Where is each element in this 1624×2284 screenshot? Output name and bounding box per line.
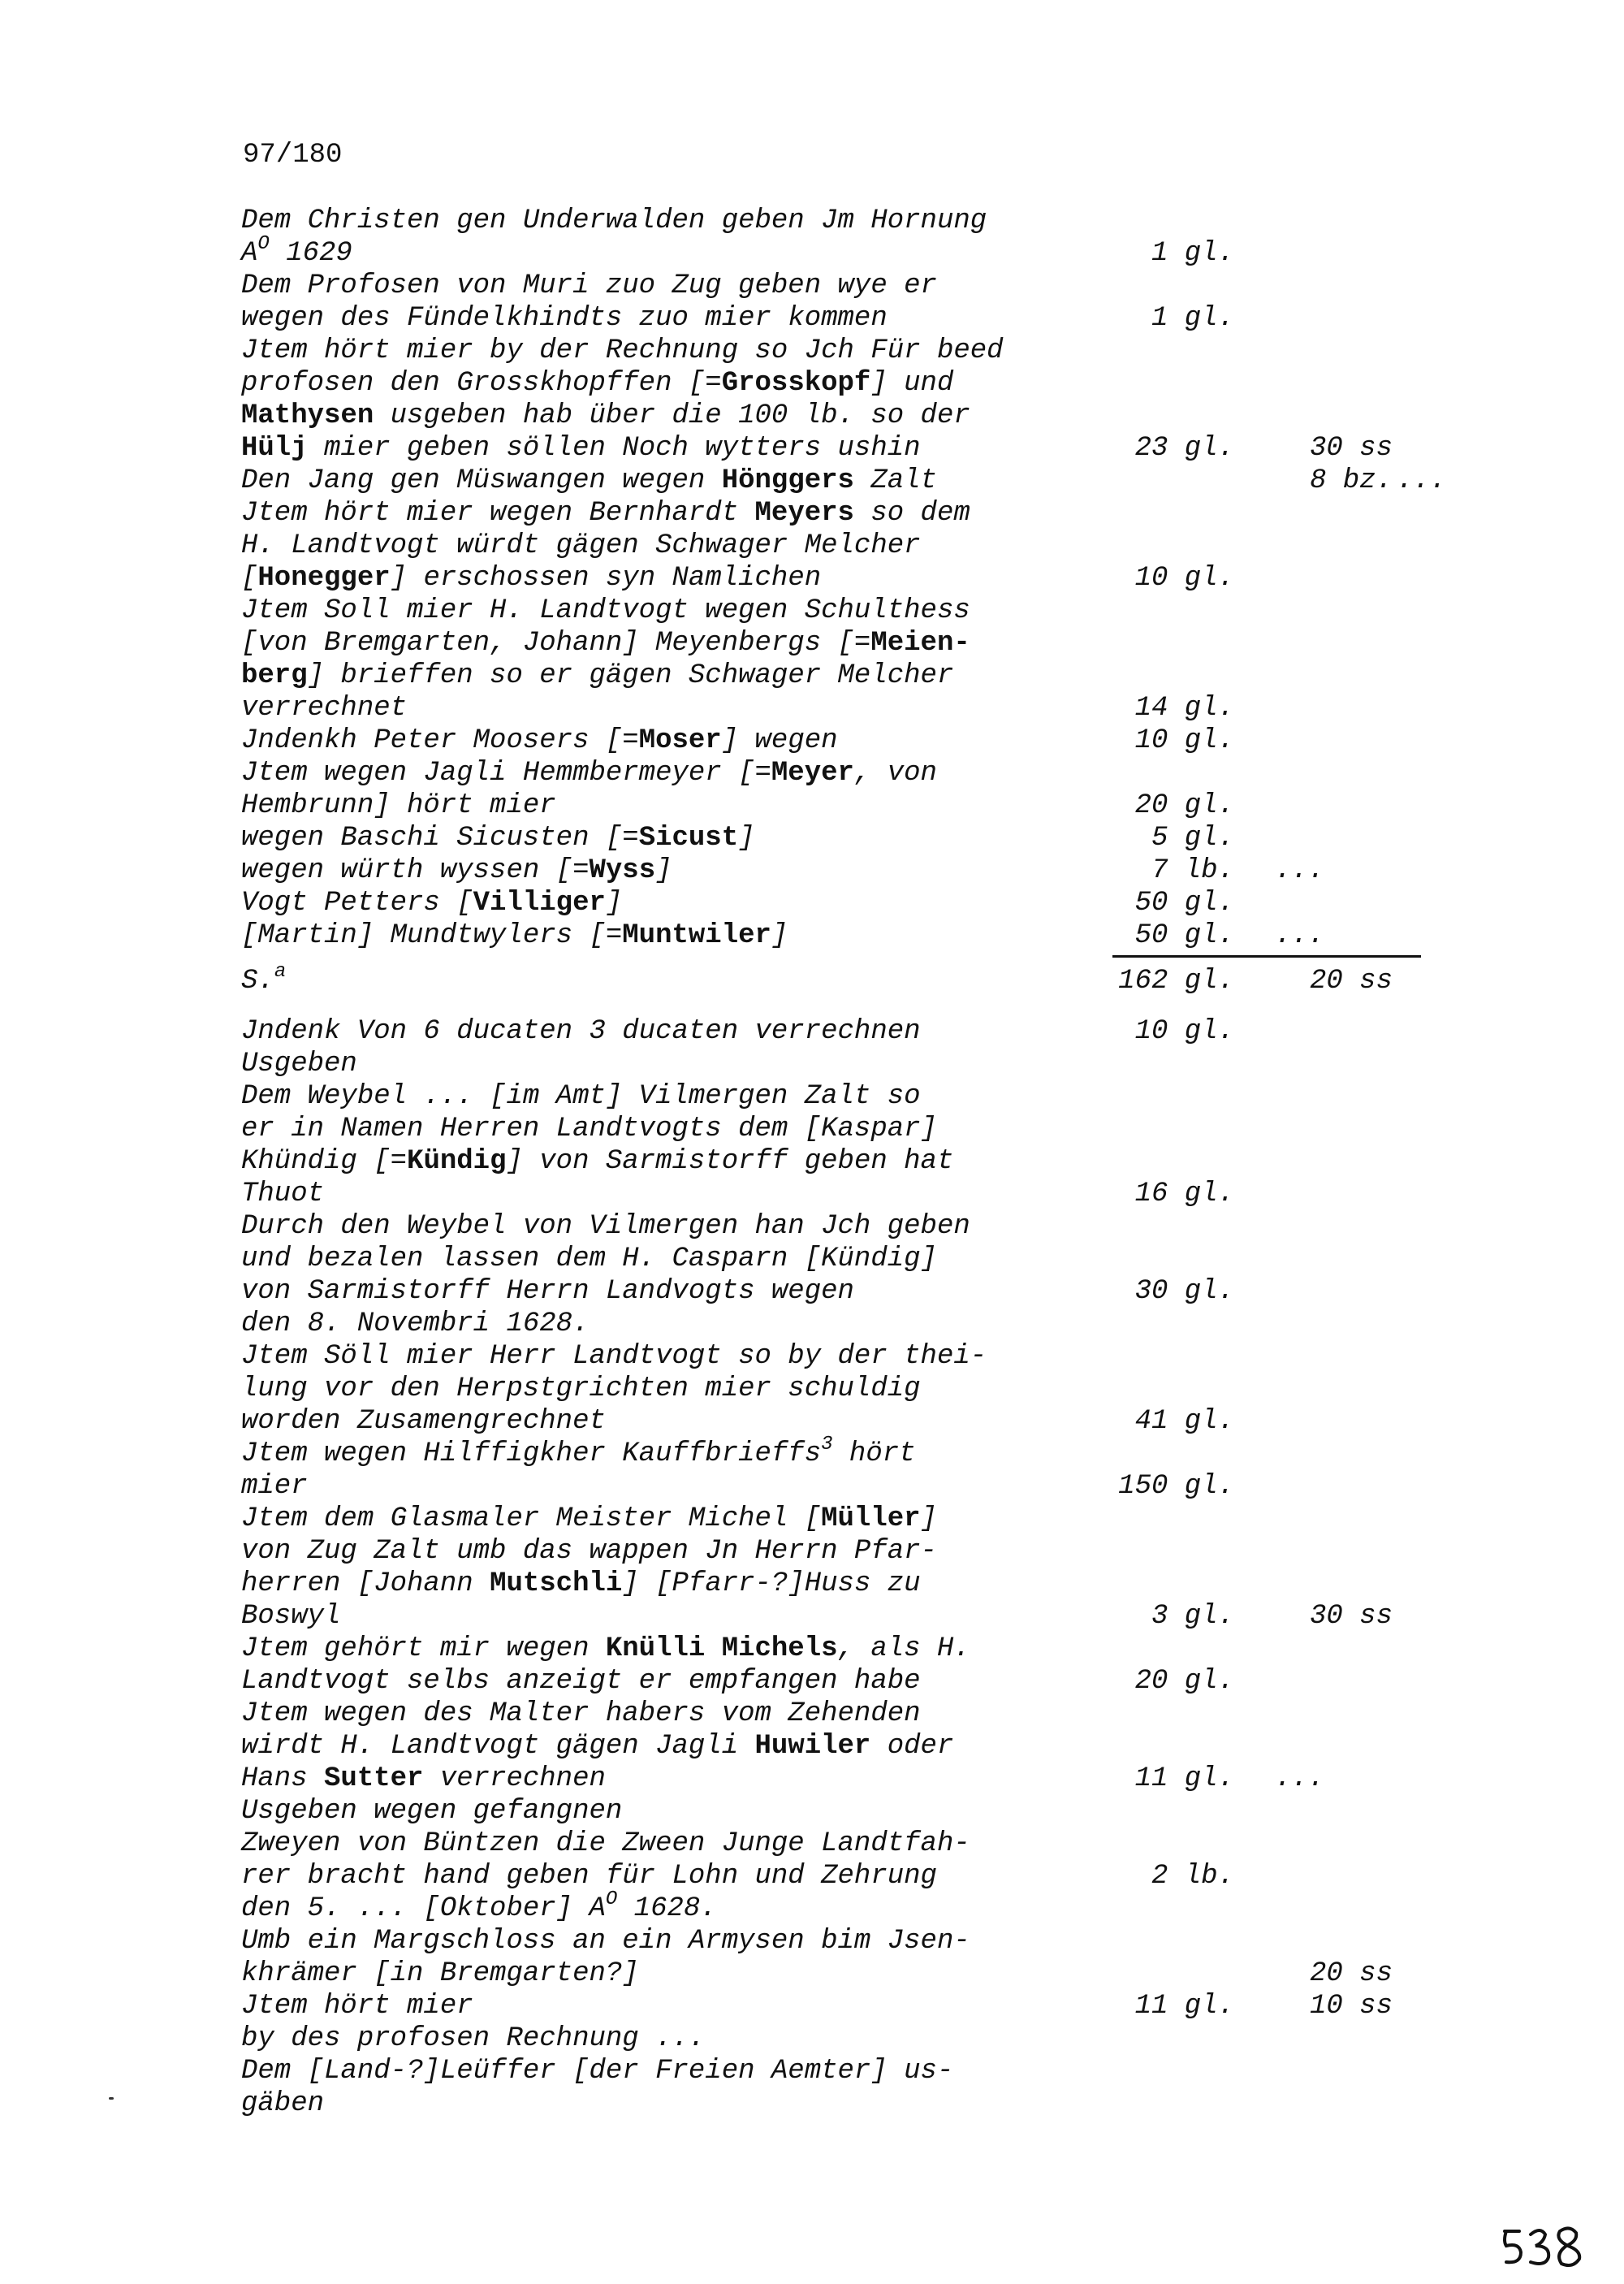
ledger-entry xyxy=(0,1113,1624,1145)
ledger-entry xyxy=(0,1340,1624,1373)
entry-text: Vogt Petters [Villiger] xyxy=(241,888,623,919)
ledger-entry xyxy=(0,1373,1624,1405)
amount-primary: 11 gl. xyxy=(1134,1991,1234,2022)
amount-primary: 150 gl. xyxy=(1118,1471,1234,1502)
amount-primary: 2 lb. xyxy=(1151,1861,1234,1892)
entry-text: Dem Profosen von Muri zuo Zug geben wye er xyxy=(241,270,937,301)
entry-text: Jtem wegen des Malter habers vom Zehenden xyxy=(241,1698,921,1729)
ledger-entry xyxy=(0,1145,1624,1178)
ledger-entry xyxy=(0,497,1624,530)
ledger-entry xyxy=(0,919,1624,952)
handwritten-page-number xyxy=(1498,2221,1587,2270)
entry-text: herren [Johann Mutschli] [Pfarr-?]Huss zu xyxy=(241,1568,921,1599)
amount-secondary: 10 ss xyxy=(1309,1991,1393,2022)
entry-text: Khündig [=Kündig] von Sarmistorff geben hat xyxy=(241,1146,954,1177)
ledger-entry xyxy=(0,1080,1624,1113)
sum-amount-secondary: 20 ss xyxy=(1309,966,1393,997)
ellipsis-marker: ... xyxy=(1275,920,1325,951)
entry-text: und bezalen lassen dem H. Casparn [Kündig] xyxy=(241,1244,937,1274)
ledger-entry xyxy=(0,562,1624,595)
ledger-entry xyxy=(0,2022,1624,2055)
entry-text: $A^O$ 1629 xyxy=(241,233,352,269)
emphasized-name: Honegger xyxy=(257,563,391,594)
emphasized-name: Müller xyxy=(821,1503,921,1534)
amount-primary: 16 gl. xyxy=(1134,1179,1234,1209)
amount-secondary: 30 ss xyxy=(1309,433,1393,464)
entry-text: Mathysen usgeben hab über die 100 lb. so der xyxy=(241,400,970,431)
entry-text: wegen des Fündelkhindts zuo mier kommen xyxy=(241,303,888,334)
entry-text: Jtem wegen Jagli Hemmbermeyer [=Meyer, von xyxy=(241,758,937,789)
ledger-entry xyxy=(0,1795,1624,1828)
ledger-entry xyxy=(0,692,1624,725)
ledger-entry xyxy=(0,367,1624,400)
entry-text: er in Namen Herren Landtvogts dem [Kaspar] xyxy=(241,1114,937,1144)
entry-text: Zweyen von Büntzen die Zween Junge Landtfah- xyxy=(241,1828,970,1859)
entry-text: Landtvogt selbs anzeigt er empfangen habe xyxy=(241,1666,921,1697)
ledger-entry xyxy=(0,1503,1624,1535)
ledger-entry xyxy=(0,1434,1624,1470)
ledger-entry xyxy=(0,2087,1624,2120)
ledger-entry xyxy=(0,822,1624,854)
ledger-entry xyxy=(0,1888,1624,1925)
amount-primary: 3 gl. xyxy=(1151,1601,1234,1632)
amount-primary: 20 gl. xyxy=(1134,1666,1234,1697)
sum-amount: 162 gl. xyxy=(1118,966,1234,997)
ledger-entry xyxy=(0,1925,1624,1957)
entry-text: lung vor den Herpstgrichten mier schuldig xyxy=(241,1373,921,1404)
footnote-mark: a xyxy=(274,961,287,983)
entry-text: verrechnet xyxy=(241,693,408,724)
ledger-entry xyxy=(0,1730,1624,1763)
ledger-entry xyxy=(0,1828,1624,1860)
amount-primary: 30 gl. xyxy=(1134,1276,1234,1307)
entry-text: den 5. ... [Oktober] $A^O$ 1628. xyxy=(241,1888,717,1924)
entry-text: worden Zusamengrechnet xyxy=(241,1406,606,1437)
ledger-entry xyxy=(0,302,1624,335)
entry-text: Jtem gehört mir wegen Knülli Michels, als H. xyxy=(241,1633,970,1664)
ledger-entry xyxy=(0,789,1624,822)
entry-text: Thuot xyxy=(241,1179,325,1209)
emphasized-name: Mutschli xyxy=(490,1568,623,1599)
entry-text: Jtem hört mier xyxy=(241,1991,473,2022)
entry-text: Usgeben xyxy=(241,1049,357,1079)
ledger-entry xyxy=(0,1535,1624,1568)
entry-text: Dem Christen gen Underwalden geben Jm Hornung xyxy=(241,205,987,236)
amount-primary: 14 gl. xyxy=(1134,693,1234,724)
entry-text: Dem [Land-?]Leüffer [der Freien Aemter] us- xyxy=(241,2056,954,2087)
entry-text: Hülj mier geben söllen Noch wytters ushin xyxy=(241,433,921,464)
ledger-entry xyxy=(0,1015,1624,1048)
emphasized-name: Sicust xyxy=(638,823,739,854)
entry-text: [Martin] Mundtwylers [=Muntwiler] xyxy=(241,920,788,951)
entry-text: von Zug Zalt umb das wappen Jn Herrn Pfar- xyxy=(241,1536,937,1567)
amount-primary: 10 gl. xyxy=(1134,563,1234,594)
ledger-entry xyxy=(0,1665,1624,1698)
amount-primary: 50 gl. xyxy=(1134,920,1234,951)
ledger-entry xyxy=(0,1763,1624,1795)
amount-primary: 20 gl. xyxy=(1134,790,1234,821)
ledger-entry xyxy=(0,1470,1624,1503)
entry-text: H. Landtvogt würdt gägen Schwager Melcher xyxy=(241,530,921,561)
ledger-entry xyxy=(0,530,1624,562)
amount-secondary: 30 ss xyxy=(1309,1601,1393,1632)
entry-text: Jtem dem Glasmaler Meister Michel [Müller] xyxy=(241,1503,937,1534)
ledger-entry xyxy=(0,1957,1624,1990)
emphasized-name: Hülj xyxy=(241,433,308,464)
ledger-entry xyxy=(0,205,1624,237)
entry-text: Den Jang gen Müswangen wegen Hönggers Zalt xyxy=(241,465,937,496)
ledger-entry xyxy=(0,1210,1624,1243)
ledger-entry xyxy=(0,660,1624,692)
ledger-entry xyxy=(0,400,1624,432)
ledger-entry xyxy=(0,1990,1624,2022)
superscript: 3 xyxy=(821,1434,833,1456)
ledger-entry xyxy=(0,1698,1624,1730)
emphasized-name: Mathysen xyxy=(241,400,374,431)
emphasized-name: Knülli Michels xyxy=(605,1633,838,1664)
ledger-entry xyxy=(0,1275,1624,1308)
entry-text: Hans Sutter verrechnen xyxy=(241,1763,606,1794)
ledger-entry xyxy=(0,1633,1624,1665)
ellipsis-marker: ... xyxy=(1275,855,1325,886)
ledger-entry xyxy=(0,2055,1624,2087)
entry-text: [von Bremgarten, Johann] Meyenbergs [=Meien- xyxy=(241,628,970,659)
ledger-entry xyxy=(0,1405,1624,1438)
ledger-entry xyxy=(0,233,1624,270)
entry-text: S.$^a$ xyxy=(241,961,287,997)
ledger-entry xyxy=(0,432,1624,465)
emphasized-name: Sutter xyxy=(324,1763,424,1794)
entry-text: wirdt H. Landtvogt gägen Jagli Huwiler oder xyxy=(241,1731,954,1762)
ledger-entry xyxy=(0,887,1624,919)
ledger-entry xyxy=(0,725,1624,757)
amount-primary: 5 gl. xyxy=(1151,823,1234,854)
entry-text: Umb ein Margschloss an ein Armysen bim Jsen- xyxy=(241,1926,970,1957)
emphasized-name: Moser xyxy=(638,725,722,756)
ledger-entry xyxy=(0,1048,1624,1080)
amount-secondary: 20 ss xyxy=(1309,1958,1393,1989)
entry-text: Hembrunn] hört mier xyxy=(241,790,556,821)
emphasized-name: Muntwiler xyxy=(622,920,771,951)
ledger-entry xyxy=(0,1308,1624,1340)
entry-text: Dem Weybel ... [im Amt] Vilmergen Zalt so xyxy=(241,1081,921,1112)
ledger-entry xyxy=(0,465,1624,497)
entry-text: Boswyl xyxy=(241,1601,341,1632)
entry-text: Jtem hört mier by der Rechnung so Jch Für beed xyxy=(241,335,1004,366)
entry-text: by des profosen Rechnung ... xyxy=(241,2023,706,2054)
entry-text: khrämer [in Bremgarten?] xyxy=(241,1958,639,1989)
ellipsis-marker: ... xyxy=(1275,1763,1325,1794)
ledger-entry xyxy=(0,595,1624,627)
emphasized-name: Wyss xyxy=(589,855,656,886)
emphasized-name: Villiger xyxy=(473,888,606,919)
entry-text: berg] brieffen so er gägen Schwager Melcher xyxy=(241,660,954,691)
ledger-entry xyxy=(0,1178,1624,1210)
emphasized-name: Meyer xyxy=(771,758,854,789)
entry-text: wegen Baschi Sicusten [=Sicust] xyxy=(241,823,755,854)
entry-text: Usgeben wegen gefangnen xyxy=(241,1796,623,1827)
ledger-entry xyxy=(0,627,1624,660)
ledger-entry xyxy=(0,854,1624,887)
entry-text: [Honegger] erschossen syn Namlichen xyxy=(241,563,822,594)
ledger-entry xyxy=(0,335,1624,367)
ellipsis-marker: ... xyxy=(1397,465,1447,496)
entry-text: von Sarmistorff Herrn Landvogts wegen xyxy=(241,1276,854,1307)
ledger-entry xyxy=(0,1600,1624,1633)
entry-text: Jtem wegen Hilffigkher Kauffbrieffs$^3$ hört xyxy=(241,1434,916,1469)
amount-primary: 10 gl. xyxy=(1134,1016,1234,1047)
entry-text: Jndenk Von 6 ducaten 3 ducaten verrechnen xyxy=(241,1016,921,1047)
entry-text: mier xyxy=(241,1471,308,1502)
amount-primary: 7 lb. xyxy=(1151,855,1234,886)
document-reference: 97/180 xyxy=(243,140,343,171)
handwritten-page-number-drawing xyxy=(1498,2221,1587,2270)
superscript: O xyxy=(605,1888,618,1910)
entry-text: rer bracht hand geben für Lohn und Zehrung xyxy=(241,1861,937,1892)
emphasized-name: berg xyxy=(241,660,308,691)
amount-primary: 1 gl. xyxy=(1151,303,1234,334)
ledger-entry xyxy=(0,757,1624,789)
entry-text: profosen den Grosskhopffen [=Grosskopf] und xyxy=(241,368,954,399)
amount-primary: 11 gl. xyxy=(1134,1763,1234,1794)
ledger-entry xyxy=(0,270,1624,302)
ledger-entry xyxy=(0,1860,1624,1893)
amount-primary: 41 gl. xyxy=(1134,1406,1234,1437)
sum-rule xyxy=(1112,955,1421,958)
emphasized-name: Grosskopf xyxy=(721,368,871,399)
entry-text: Jtem Soll mier H. Landtvogt wegen Schulthess xyxy=(241,595,970,626)
stray-mark xyxy=(109,2097,114,2100)
entry-text: Jndenkh Peter Moosers [=Moser] wegen xyxy=(241,725,838,756)
amount-primary: 1 gl. xyxy=(1151,238,1234,269)
entry-text: wegen würth wyssen [=Wyss] xyxy=(241,855,672,886)
entry-text: gäben xyxy=(241,2088,325,2119)
amount-secondary: 8 bz. xyxy=(1309,465,1393,496)
superscript: O xyxy=(257,233,270,255)
ledger-entry xyxy=(0,1568,1624,1600)
emphasized-name: Meyers xyxy=(754,498,854,529)
emphasized-name: Kündig xyxy=(407,1146,507,1177)
sum-row xyxy=(0,961,1624,997)
amount-primary: 10 gl. xyxy=(1134,725,1234,756)
emphasized-name: Meien- xyxy=(870,628,970,659)
ledger-entry xyxy=(0,1243,1624,1275)
amount-primary: 23 gl. xyxy=(1134,433,1234,464)
emphasized-name: Huwiler xyxy=(754,1731,871,1762)
entry-text: Jtem Söll mier Herr Landtvogt so by der thei- xyxy=(241,1341,987,1372)
entry-text: Durch den Weybel von Vilmergen han Jch geben xyxy=(241,1211,970,1242)
entry-text: Jtem hört mier wegen Bernhardt Meyers so dem xyxy=(241,498,970,529)
entry-text: den 8. Novembri 1628. xyxy=(241,1309,590,1339)
amount-primary: 50 gl. xyxy=(1134,888,1234,919)
emphasized-name: Hönggers xyxy=(721,465,854,496)
